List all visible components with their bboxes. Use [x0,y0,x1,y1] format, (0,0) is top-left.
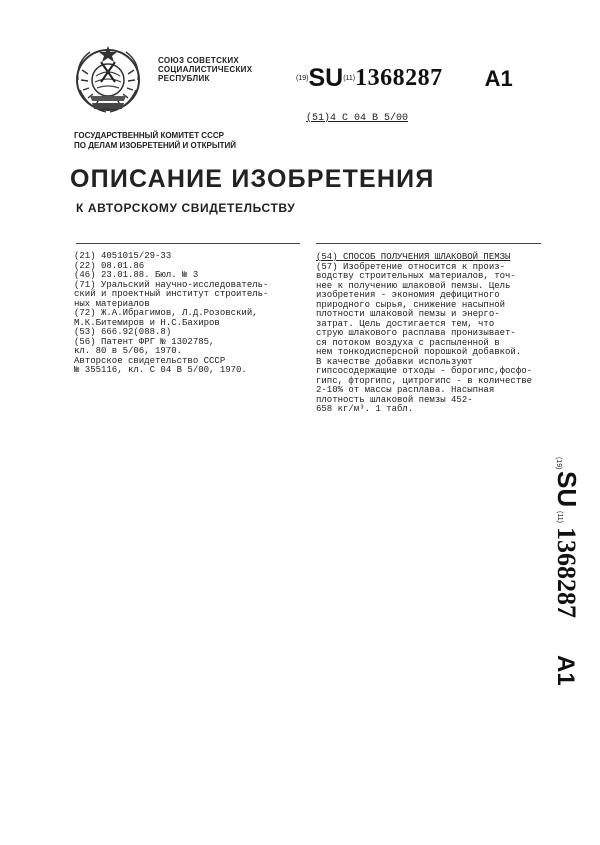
patent-number: 1368287 [355,65,443,91]
side-tag-11: (11) [556,511,563,523]
union-name [158,56,252,83]
state-committee [74,131,236,151]
biblio-line: (72) Ж.А.Ибрагимов, Л.Д.Розовский, [74,308,258,318]
tag-11: (11) [343,75,356,82]
side-kind-code: A1 [552,655,579,686]
abstract-line: плотности шлаковой пемзы и энерго- [316,309,500,319]
abstract-line: природного сырья, снижение насыпной [316,299,506,310]
committee-line: ПО ДЕЛАМ ИЗОБРЕТЕНИЙ И ОТКРЫТИЙ [74,141,237,150]
abstract-line: 2-10% от массы расплава. Насыпная [316,385,495,395]
committee-line: ГОСУДАРСТВЕННЫЙ КОМИТЕТ СССР [74,131,224,140]
country-code: SU [308,64,344,92]
biblio-line: (21) 4051015/29-33 [74,251,172,261]
abstract-line: ся потоком воздуха с распыленной в [316,337,500,348]
divider [76,243,300,244]
biblio-line: (53) 666.92(088.8) [74,327,172,337]
abstract-line: струю шлакового расплава пронизывает- [316,328,516,338]
abstract-line: гипсосодержащие отходы - борогипс,фосфо- [316,366,533,376]
abstract [316,253,552,415]
tag-19: (19) [296,75,309,82]
document-title: ОПИСАНИЕ ИЗОБРЕТЕНИЯ [70,165,435,193]
publication-number [296,64,513,93]
abstract-line: изобретения - экономия дефицитного [316,290,500,300]
abstract-line: гипс, фторгипс, цитрогипс - в количестве [316,375,533,386]
biblio-line: ский и проектный институт строитель- [74,289,269,299]
abstract-line: водству строительных материалов, точ- [316,271,516,281]
kind-code: A1 [484,65,513,91]
biblio-line: (71) Уральский научно-исследователь- [74,279,269,290]
ipc-classification: (51)4 C 04 B 5/00 [306,113,409,124]
biblio-line: (56) Патент ФРГ № 1302785, [74,336,215,347]
abstract-line: 658 кг/м³. 1 табл. [316,404,414,414]
side-tag-19: (19) [555,457,562,470]
abstract-line: плотность шлаковой пемзы 452- [316,394,473,405]
invention-title: (54) СПОСОБ ПОЛУЧЕНИЯ ШЛАКОВОЙ ПЕМЗЫ [316,252,511,262]
union-line: РЕСПУБЛИК [158,74,210,83]
biblio-line: кл. 80 в 5/06, 1970. [74,346,183,356]
biblio-line: (22) 08.01.86 [74,260,145,271]
divider [316,243,541,244]
state-emblem-icon [68,40,148,120]
abstract-line: затрат. Цель достигается тем, что [316,318,495,329]
biblio-line: № 355116, кл. C 04 B 5/00, 1970. [74,365,247,375]
bibliographic-data [74,252,310,376]
union-line: СОЮЗ СОВЕТСКИХ [158,56,240,65]
biblio-line: ных материалов [74,298,150,309]
abstract-line: (57) Изобретение относится к произ- [316,261,506,272]
union-line: СОЦИАЛИСТИЧЕСКИХ [158,65,253,74]
abstract-line: В качестве добавки используют [316,356,473,367]
abstract-line: нем тонкодисперсной порошкой добавкой. [316,347,522,357]
side-patent-number: 1368287 [552,527,581,618]
document-subtitle: К АВТОРСКОМУ СВИДЕТЕЛЬСТВУ [76,201,296,215]
side-stamp [548,455,584,705]
abstract-line: нее к получению шлаковой пемзы. Цель [316,280,511,291]
side-country-code: SU [552,471,582,508]
biblio-line: Авторское свидетельство СССР [74,355,226,366]
biblio-line: (46) 23.01.88. Бюл. № 3 [74,270,199,280]
biblio-line: М.К.Битемиров и Н.С.Бахиров [74,317,220,328]
